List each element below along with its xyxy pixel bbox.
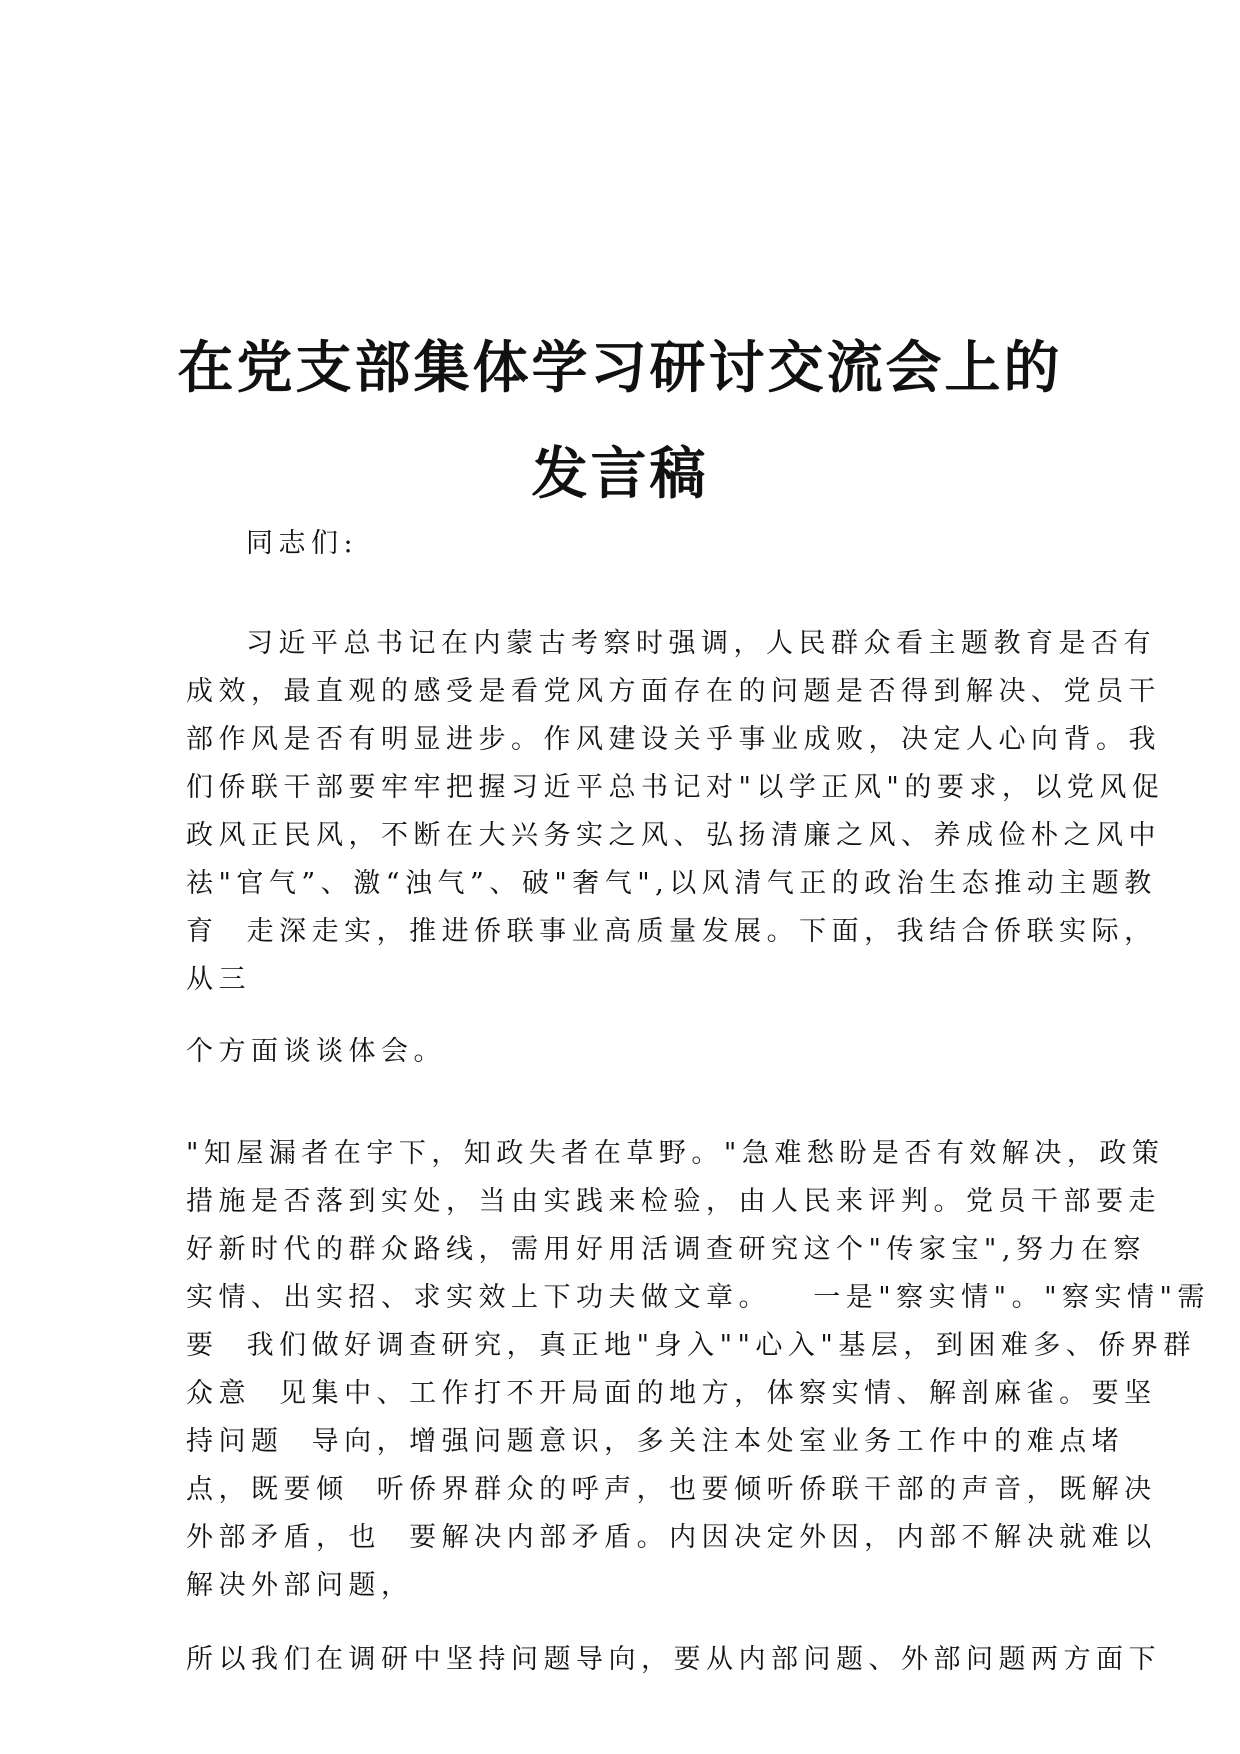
paragraph-2-line-7: 持问题 导向，增强问题意识，多关注本处室业务工作中的难点堵 <box>186 1426 1125 1457</box>
paragraph-1-line-4: 们侨联干部要牢牢把握习近平总书记对"以学正风"的要求，以党风促 <box>186 772 1165 803</box>
document-title-line-1: 在党支部集体学习研讨交流会上的 <box>177 335 1063 401</box>
paragraph-2-line-1: "知屋漏者在宇下，知政失者在草野。"急难愁盼是否有效解决，政策 <box>186 1138 1165 1169</box>
paragraph-2-line-9: 外部矛盾，也 要解决内部矛盾。内因决定外因，内部不解决就难以 <box>186 1522 1157 1553</box>
paragraph-1-line-8: 从三 <box>186 964 251 995</box>
paragraph-2-line-2: 措施是否落到实处，当由实践来检验，由人民来评判。党员干部要走 <box>186 1186 1161 1217</box>
paragraph-1-line-7: 育 走深走实，推进侨联事业高质量发展。下面，我结合侨联实际， <box>186 916 1157 947</box>
paragraph-1-line-5: 政风正民风，不断在大兴务实之风、弘扬清廉之风、养成俭朴之风中 <box>186 820 1161 851</box>
paragraph-2-line-10: 解决外部问题， <box>186 1570 414 1601</box>
paragraph-1-line-1: 习近平总书记在内蒙古考察时强调，人民群众看主题教育是否有 <box>246 628 1156 659</box>
paragraph-2-line-6: 众意 见集中、工作打不开局面的地方，体察实情、解剖麻雀。要坚 <box>186 1378 1157 1409</box>
document-title-line-2: 发言稿 <box>531 441 709 507</box>
paragraph-1-continuation: 个方面谈谈体会。 <box>186 1036 446 1067</box>
paragraph-1-line-6: 祛"官气”、激“浊气”、破"奢气",以风清气正的政治生态推动主题教 <box>186 868 1157 899</box>
paragraph-2-line-8: 点，既要倾 听侨界群众的呼声，也要倾听侨联干部的声音，既解决 <box>186 1474 1157 1505</box>
paragraph-2-line-3: 好新时代的群众路线，需用好用活调查研究这个"传家宝",努力在察 <box>186 1234 1146 1265</box>
paragraph-2-continuation: 所以我们在调研中坚持问题导向，要从内部问题、外部问题两方面下 <box>186 1644 1161 1675</box>
paragraph-2-line-4: 实情、出实招、求实效上下功夫做文章。 一是"察实情"。"察实情"需 <box>186 1282 1210 1313</box>
paragraph-2-line-5: 要 我们做好调查研究，真正地"身入""心入"基层，到困难多、侨界群 <box>186 1330 1196 1361</box>
salutation: 同志们: <box>246 528 359 559</box>
paragraph-1-line-3: 部作风是否有明显进步。作风建设关乎事业成败，决定人心向背。我 <box>186 724 1161 755</box>
paragraph-1-line-2: 成效，最直观的感受是看党风方面存在的问题是否得到解决、党员干 <box>186 676 1161 707</box>
